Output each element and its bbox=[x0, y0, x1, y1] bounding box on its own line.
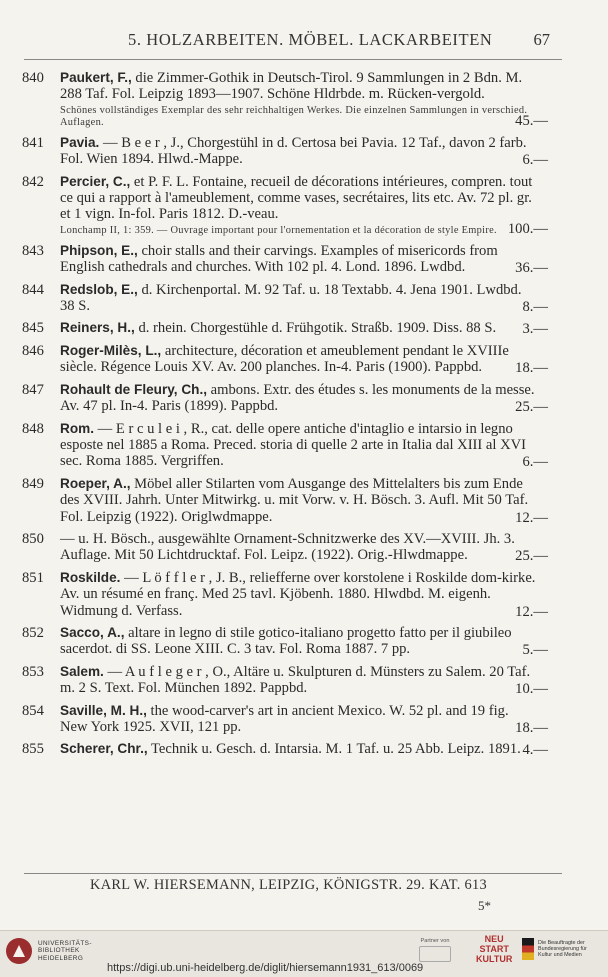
page-number: 67 bbox=[533, 30, 550, 49]
entry-body bbox=[60, 343, 538, 376]
entry-author: Percier, C., bbox=[60, 173, 131, 189]
partner-block bbox=[413, 938, 457, 962]
neustart-line-1: NEU bbox=[484, 934, 504, 944]
entry-author: Rohault de Fleury, Ch., bbox=[60, 381, 208, 397]
entry-price: 36.— bbox=[515, 260, 548, 277]
catalog-entry bbox=[0, 243, 608, 276]
catalog-entry bbox=[0, 703, 608, 736]
entry-author: Rom. bbox=[60, 420, 94, 436]
entry-body bbox=[60, 570, 538, 619]
entry-body bbox=[60, 243, 538, 276]
entry-body bbox=[60, 476, 538, 525]
entry-text: — L ö f f l e r , J. B., reliefferne over korstolene i Roskilde dom-kirke. Av. un résumé en franç. Med 25 tavl. Kjöbenh. 1880. Hlwdbd. M. eigenh. Widmung d. Verfass. bbox=[60, 569, 536, 619]
entry-text: d. rhein. Chorgestühle d. Frühgotik. Straßb. 1909. Diss. 88 S. bbox=[134, 320, 497, 337]
catalog-entry bbox=[0, 421, 608, 470]
entry-text: altare in legno di stile gotico-italiano progetto fatto per il giubileo sacerdot. di SS. Leone XIII. C. 3 tav. Fol. Roma 1887. 7 pp. bbox=[60, 624, 512, 658]
entry-author: Roskilde. bbox=[60, 569, 121, 585]
entry-price: 12.— bbox=[515, 603, 548, 620]
entry-price: 12.— bbox=[515, 509, 548, 526]
entry-price: 25.— bbox=[515, 548, 548, 565]
entry-number: 848 bbox=[22, 420, 44, 437]
footer-rule bbox=[24, 873, 562, 874]
catalog-entry bbox=[0, 664, 608, 697]
entry-number: 853 bbox=[22, 663, 44, 680]
entry-number: 844 bbox=[22, 281, 44, 298]
entry-body bbox=[60, 174, 538, 223]
neustart-kultur-logo[interactable] bbox=[476, 934, 512, 964]
entry-text: Möbel aller Stilarten vom Ausgange des Mittelalters bis zum Ende des XVIII. Jahrh. Unter Mitwirkg. u. mit Vorw. v. H. Bösch. 3. Aufl. Mit 50 Taf. Fol. Leipzig (1922). Origlwdmappe. bbox=[60, 475, 529, 525]
neustart-line-3: KULTUR bbox=[476, 954, 513, 964]
entry-number: 840 bbox=[22, 70, 44, 86]
entry-body bbox=[60, 70, 538, 103]
catalog-entry bbox=[0, 741, 608, 757]
entry-text: — u. H. Bösch., ausgewählte Ornament-Schnitzwerke des XV.—XVIII. Jh. 3. Auflage. Mit 50 Lichtdrucktaf. Fol. Leipz. (1922). Orig.-Hlwdmappe. bbox=[60, 530, 515, 564]
entry-text: architecture, décoration et ameublement pendant le XVIIIe siècle. Régence Louis XV. Av. 200 planches. In-4. Paris (1900). Pappbd. bbox=[60, 342, 509, 376]
entry-text: d. Kirchenportal. M. 92 Taf. u. 18 Textabb. 4. Jena 1901. Lwdbd. 38 S. bbox=[60, 281, 522, 315]
entry-price: 25.— bbox=[515, 399, 548, 416]
entry-author: Roeper, A., bbox=[60, 475, 131, 491]
entry-price: 4.— bbox=[522, 742, 548, 759]
entry-body bbox=[60, 531, 538, 564]
entry-author: Redslob, E., bbox=[60, 281, 138, 297]
entry-body bbox=[60, 625, 538, 658]
header-title: 5. HOLZARBEITEN. MÖBEL. LACKARBEITEN bbox=[128, 30, 493, 49]
catalog-entry bbox=[0, 320, 608, 336]
entry-body bbox=[60, 320, 538, 336]
entry-number: 849 bbox=[22, 475, 44, 492]
catalog-entry bbox=[0, 476, 608, 525]
entry-text: — E r c u l e i , R., cat. delle opere antiche d'intaglio e intarsio in legno esposte nel 1885 a Roma. Preced. storia di quelle 2 arte in Italia dal XIII al XVI sec. Roma 1885. Vergriffen. bbox=[60, 420, 527, 470]
entry-text: — B e e r , J., Chorgestühl in d. Certosa bei Pavia. 12 Taf., davon 2 farb. Fol. Wien 1894. Hlwd.-Mappe. bbox=[60, 134, 527, 168]
entry-number: 842 bbox=[22, 173, 44, 190]
uni-line-1: UNIVERSITÄTS- bbox=[38, 939, 92, 947]
running-header bbox=[0, 30, 608, 52]
entry-price: 45.— bbox=[515, 113, 548, 130]
entry-text: ambons. Extr. des études s. les monuments de la messe. Av. 47 pl. In-4. Paris (1899). Pappbd. bbox=[60, 381, 535, 415]
bkm-label: Die Beauftragte der Bundesregierung für Kultur und Medien bbox=[538, 939, 587, 959]
entry-note: Lonchamp II, 1: 359. — Ouvrage important pour l'ornementation et la décoration de style Empire. bbox=[60, 224, 497, 236]
catalog-entry bbox=[0, 174, 608, 237]
catalog-entry bbox=[0, 531, 608, 564]
entry-body bbox=[60, 421, 538, 470]
entry-text: — A u f l e g e r , O., Altäre u. Skulpturen d. Münsters zu Salem. 20 Taf. m. 2 S. Text. Fol. München 1892. Pappbd. bbox=[60, 663, 531, 697]
entry-text: the wood-carver's art in ancient Mexico. W. 52 pl. and 19 fig. New York 1925. XVII, 121 pp. bbox=[60, 702, 509, 735]
federal-eagle-icon bbox=[522, 938, 534, 960]
entry-note: Schönes vollständiges Exemplar des sehr reichhaltigen Werkes. Die einzelnen Sammlungen in verschied. Auflagen. bbox=[60, 104, 528, 128]
entry-author: Roger-Milès, L., bbox=[60, 342, 162, 358]
entry-number: 854 bbox=[22, 702, 44, 719]
neustart-line-2: START bbox=[479, 944, 509, 954]
entry-number: 845 bbox=[22, 320, 44, 337]
catalog-entry bbox=[0, 343, 608, 376]
entry-author: Saville, M. H., bbox=[60, 702, 147, 718]
catalog-entry bbox=[0, 570, 608, 619]
catalog-entries bbox=[0, 70, 608, 764]
entry-price: 6.— bbox=[522, 454, 548, 471]
entry-author: Pavia. bbox=[60, 134, 100, 150]
entry-number: 843 bbox=[22, 242, 44, 259]
catalog-entry bbox=[0, 282, 608, 315]
entry-price: 6.— bbox=[522, 152, 548, 169]
entry-price: 18.— bbox=[515, 720, 548, 736]
catalog-entry bbox=[0, 382, 608, 415]
catalog-entry bbox=[0, 135, 608, 168]
entry-text: die Zimmer-Gothik in Deutsch-Tirol. 9 Sammlungen in 2 Bdn. M. 288 Taf. Fol. Leipzig 1893—1907. Schöne Hldrbde. m. Rücken-vergold. bbox=[60, 70, 523, 103]
entry-price: 100.— bbox=[507, 221, 548, 238]
entry-author: Salem. bbox=[60, 663, 104, 679]
entry-number: 841 bbox=[22, 134, 44, 151]
entry-text: et P. F. L. Fontaine, recueil de décorations intérieures, compren. tout ce qui a rapport à l'ameublement, comme vases, secrétaires, lits etc. Av. 72 pl. gr. et 1 vign. In-fol. Paris 1812. D.-veau. bbox=[60, 173, 533, 223]
entry-number: 851 bbox=[22, 569, 44, 586]
entry-body bbox=[60, 282, 538, 315]
entry-price: 3.— bbox=[522, 321, 548, 338]
signature-mark: 5* bbox=[478, 898, 491, 913]
catalog-entry bbox=[0, 625, 608, 658]
entry-text: choir stalls and their carvings. Examples of misericords from English cathedrals and churches. With 102 pl. 4. Lond. 1896. Lwdbd. bbox=[60, 242, 498, 276]
entry-author: Paukert, F., bbox=[60, 70, 132, 85]
entry-author: Phipson, E., bbox=[60, 242, 138, 258]
entry-author: Reiners, H., bbox=[60, 320, 135, 336]
entry-body bbox=[60, 703, 538, 736]
entry-body bbox=[60, 382, 538, 415]
entry-number: 847 bbox=[22, 381, 44, 398]
entry-body bbox=[60, 741, 538, 757]
library-seal-icon bbox=[6, 938, 32, 964]
entry-text: Technik u. Gesch. d. Intarsia. M. 1 Taf. u. 25 Abb. Leipz. 1891. bbox=[147, 741, 521, 758]
entry-price: 8.— bbox=[522, 299, 548, 316]
entry-number: 852 bbox=[22, 624, 44, 641]
entry-number: 850 bbox=[22, 530, 44, 547]
footer-imprint: KARL W. HIERSEMANN, LEIPZIG, KÖNIGSTR. 29. KAT. 613 bbox=[90, 877, 488, 893]
uni-line-2: BIBLIOTHEK bbox=[38, 947, 80, 955]
partner-label: Partner von bbox=[420, 938, 450, 944]
partner-logo-icon bbox=[419, 946, 451, 962]
entry-number: 846 bbox=[22, 342, 44, 359]
entry-body bbox=[60, 135, 538, 168]
entry-body bbox=[60, 664, 538, 697]
uni-line-3: HEIDELBERG bbox=[38, 954, 84, 962]
bkm-logo[interactable] bbox=[522, 938, 600, 960]
catalog-entry bbox=[0, 70, 608, 129]
entry-price: 18.— bbox=[515, 360, 548, 377]
header-rule bbox=[24, 59, 562, 60]
entry-price: 10.— bbox=[515, 681, 548, 698]
permalink-url[interactable]: https://digi.ub.uni-heidelberg.de/diglit/hiersemann1931_613/0069 bbox=[107, 962, 424, 974]
university-library-logo[interactable] bbox=[6, 938, 92, 964]
entry-author: Sacco, A., bbox=[60, 624, 125, 640]
entry-author: Scherer, Chr., bbox=[60, 741, 148, 757]
entry-price: 5.— bbox=[522, 642, 548, 659]
entry-number: 855 bbox=[22, 741, 44, 758]
